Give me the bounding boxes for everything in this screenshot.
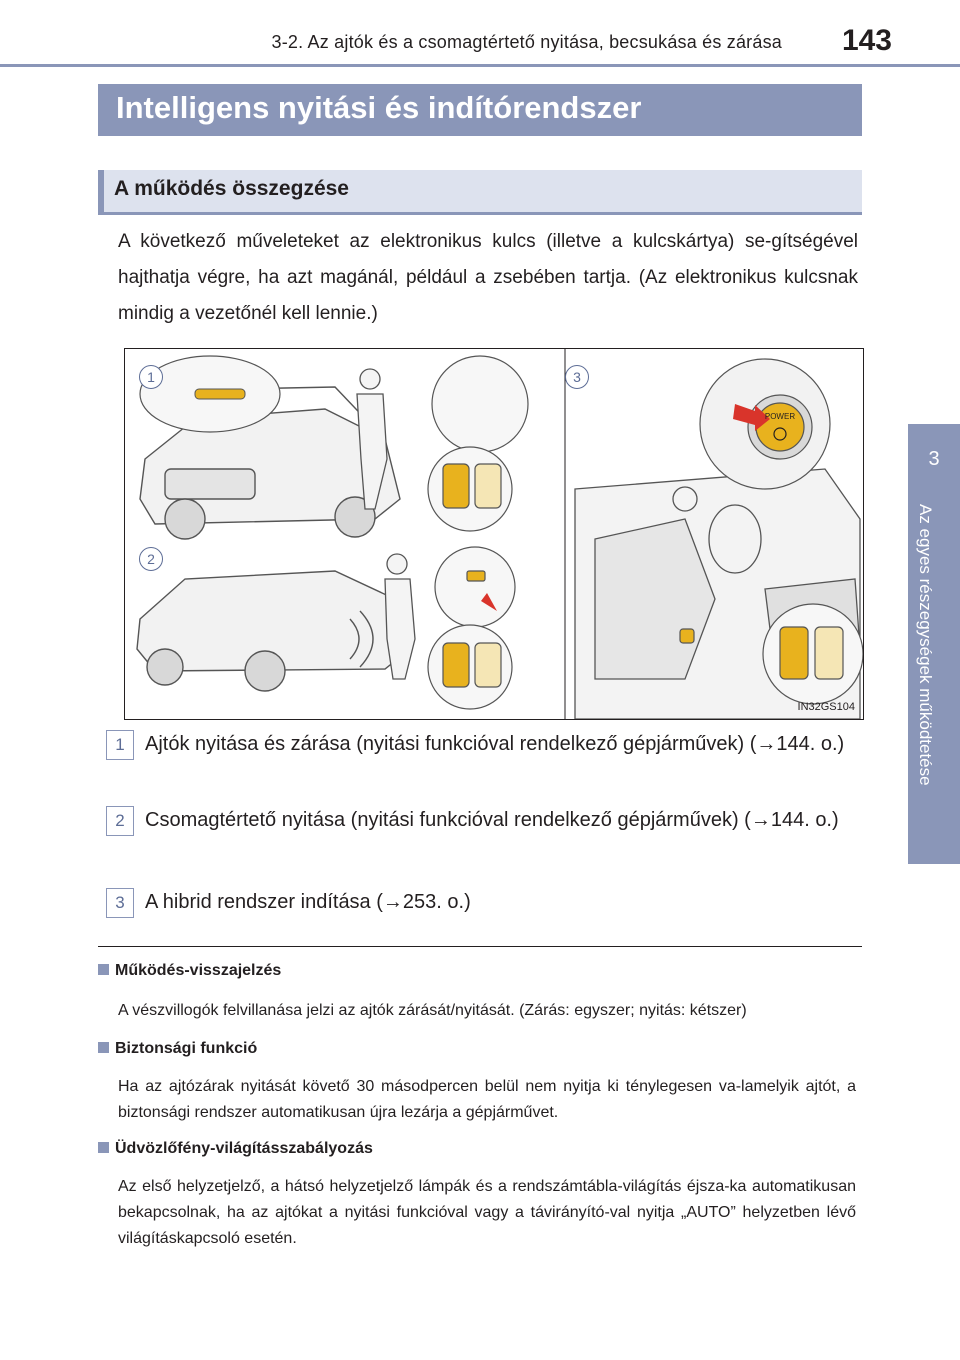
figure-label-3: 3 xyxy=(565,365,589,389)
sub-heading-bar xyxy=(98,170,862,215)
note-title-1-text: Működés-visszajelzés xyxy=(115,962,282,979)
power-button-inset xyxy=(700,359,830,489)
note-text-3: Az első helyzetjelző, a hátsó helyzetjelző lámpák és a rendszámtábla-világítás éjsza-ka automatikusan bekapcsolnak, ha az ajtókat a nyitási funkcióval vagy a távirányító-val nyitja „AUTO” helyzetben lévő világításkapcsoló esetén. xyxy=(118,1178,856,1247)
illustration-drawing xyxy=(125,349,863,719)
item-number-1: 1 xyxy=(106,730,134,760)
note-title-1 xyxy=(98,962,281,980)
chapter-title: Az egyes részegységek működtetése xyxy=(916,504,935,786)
page-number: 143 xyxy=(841,24,892,57)
sub-heading-accent xyxy=(98,170,104,215)
sub-heading: A működés összegzése xyxy=(114,177,349,200)
chapter-side-tab xyxy=(908,424,960,864)
note-title-2 xyxy=(98,1040,257,1058)
item-text-2: Csomagtértető nyitása (nyitási funkcióval rendelkező gépjárművek) (→144. o.) xyxy=(145,809,839,831)
door-handle-inset xyxy=(140,356,280,432)
chapter-number: 3 xyxy=(928,448,940,470)
item-number-2: 2 xyxy=(106,806,134,836)
note-text-1: A vészvillogók felvillanása jelzi az ajtók zárását/nyitását. (Zárás: egyszer; nyitás: kétszer) xyxy=(118,1002,747,1019)
figure-label-2: 2 xyxy=(139,547,163,571)
item-number-3: 3 xyxy=(106,888,134,918)
intro-paragraph: A következő műveleteket az elektronikus kulcs (illetve a kulcskártya) se-gítségével hajthatja végre, ha azt magánál, például a zsebében tartja. (Az elektronikus kulcsnak mindig a vezetőnél kell lennie.) xyxy=(118,231,858,324)
section-divider xyxy=(98,946,862,947)
bullet-square-icon xyxy=(98,1042,109,1053)
bullet-square-icon xyxy=(98,964,109,975)
running-header-title: 3-2. Az ajtók és a csomagtértető nyitása, becsukása és zárása xyxy=(271,32,782,52)
main-heading-bar xyxy=(98,84,862,136)
note-title-3 xyxy=(98,1140,373,1158)
note-text-2: Ha az ajtózárak nyitását követő 30 másodpercen belül nem nyitja ki ténylegesen va-lamelyik ajtót, a biztonsági rendszer automatikusan újra lezárja a gépjárművet. xyxy=(118,1078,856,1121)
key-insets xyxy=(428,356,528,709)
item-text-1: Ajtók nyitása és zárása (nyitási funkcióval rendelkező gépjárművek) (→144. o.) xyxy=(145,733,845,755)
header-rule xyxy=(0,64,960,67)
power-label: POWER xyxy=(764,412,796,421)
bullet-square-icon xyxy=(98,1142,109,1153)
figure-code: IN32GS104 xyxy=(797,701,855,713)
main-heading: Intelligens nyitási és indítórendszer xyxy=(116,90,642,125)
figure-label-1: 1 xyxy=(139,365,163,389)
note-title-3-text: Üdvözlőfény-világításszabályozás xyxy=(115,1140,373,1157)
note-title-2-text: Biztonsági funkció xyxy=(115,1040,258,1057)
illustration-figure xyxy=(124,348,864,720)
car-rear-illustration xyxy=(137,571,410,691)
item-text-3: A hibrid rendszer indítása (→253. o.) xyxy=(145,891,471,913)
